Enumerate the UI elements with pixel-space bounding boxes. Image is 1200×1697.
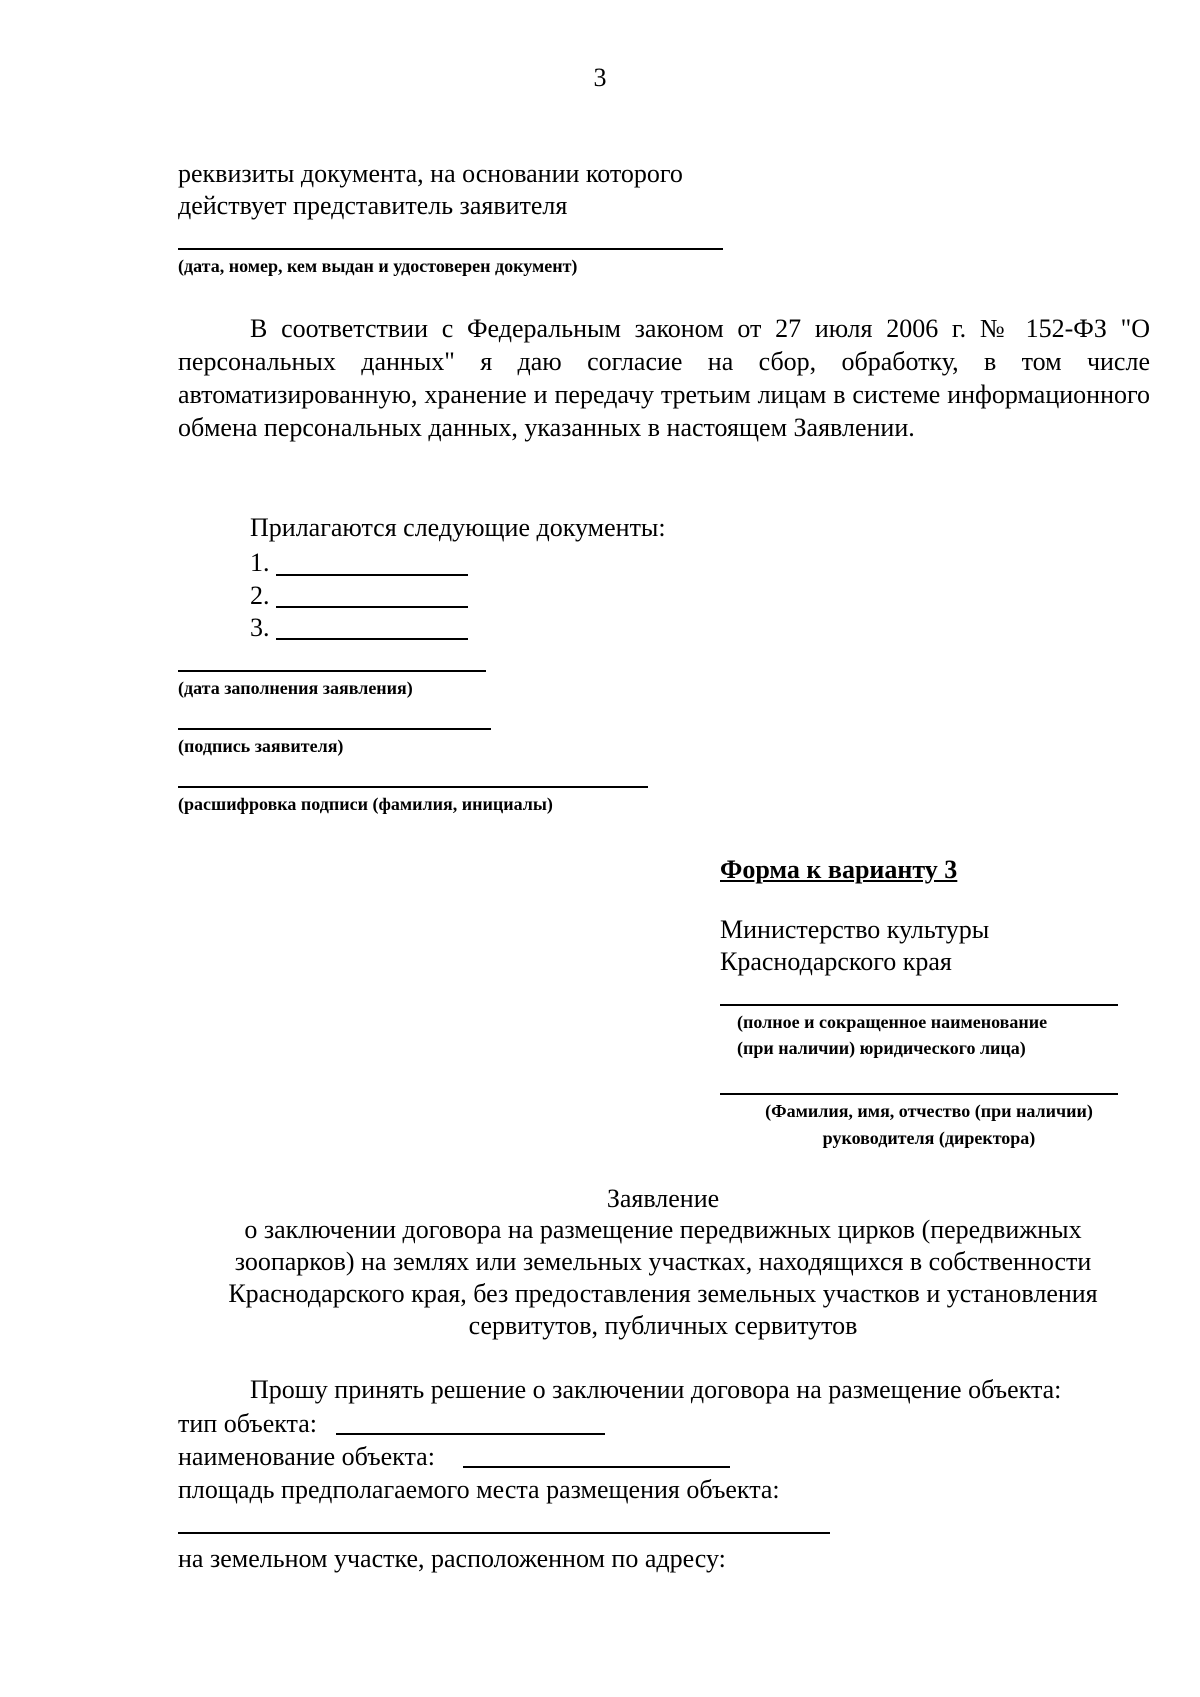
representative-line-1: реквизиты документа, на основании которого [178,159,683,188]
signature-decode-caption: (расшифровка подписи (фамилия, инициалы) [178,794,553,814]
attachments-heading: Прилагаются следующие документы: [250,513,666,542]
object-type-label: тип объекта: [178,1409,317,1438]
legal-entity-caption-line-1: (полное и сокращенное наименование [737,1012,1048,1032]
director-name-blank[interactable] [720,1093,1118,1095]
area-label: площадь предполагаемого места размещения объекта: [178,1475,780,1504]
request-intro: Прошу принять решение о заключении договора на размещение объекта: [250,1375,1062,1404]
attachment-item-1-blank[interactable] [276,574,468,576]
attachment-item-3-label: 3. [250,613,270,642]
object-type-blank[interactable] [336,1433,605,1435]
director-caption-line-1: (Фамилия, имя, отчество (при наличии) [765,1101,1093,1121]
representative-document-caption: (дата, номер, кем выдан и удостоверен документ) [178,256,578,276]
ministry-line-1: Министерство культуры [720,915,990,944]
statement-line-4: сервитутов, публичных сервитутов [468,1311,858,1340]
consent-paragraph: В соответствии с Федеральным законом от 27 июля 2006 г. № 152-ФЗ "О персональных данных" я даю согласие на сбор, обработку, в том числе автоматизированную, хранение и передачу третьим лицам в системе информационного обмена персональных данных, указанных в настоящем Заявлении. [178,314,1150,442]
statement-line-2: зоопарков) на землях или земельных участках, находящихся в собственности [234,1247,1092,1276]
fill-date-caption: (дата заполнения заявления) [178,678,413,698]
signature-decode-blank[interactable] [178,786,648,788]
representative-document-blank[interactable] [178,248,723,250]
area-blank[interactable] [178,1532,830,1534]
signature-caption: (подпись заявителя) [178,736,344,756]
legal-entity-name-blank[interactable] [720,1004,1118,1006]
object-name-label: наименование объекта: [178,1442,435,1471]
attachment-item-2-blank[interactable] [276,606,468,608]
statement-line-3: Краснодарского края, без предоставления земельных участков и установления [228,1279,1098,1308]
attachment-item-3-blank[interactable] [276,638,468,640]
fill-date-blank[interactable] [178,670,486,672]
land-plot-address-label: на земельном участке, расположенном по адресу: [178,1544,726,1573]
form-variant-title: Форма к варианту 3 [720,855,958,884]
representative-line-2: действует представитель заявителя [178,191,568,220]
legal-entity-caption-line-2: (при наличии) юридического лица) [737,1038,1026,1058]
statement-line-1: о заключении договора на размещение передвижных цирков (передвижных [244,1215,1082,1244]
statement-title: Заявление [606,1184,720,1213]
director-caption-line-2: руководителя (директора) [822,1128,1036,1148]
ministry-line-2: Краснодарского края [720,947,952,976]
attachment-item-2-label: 2. [250,581,270,610]
signature-blank[interactable] [178,728,491,730]
object-name-blank[interactable] [463,1466,730,1468]
attachment-item-1-label: 1. [250,548,270,577]
page-number: 3 [593,63,607,92]
